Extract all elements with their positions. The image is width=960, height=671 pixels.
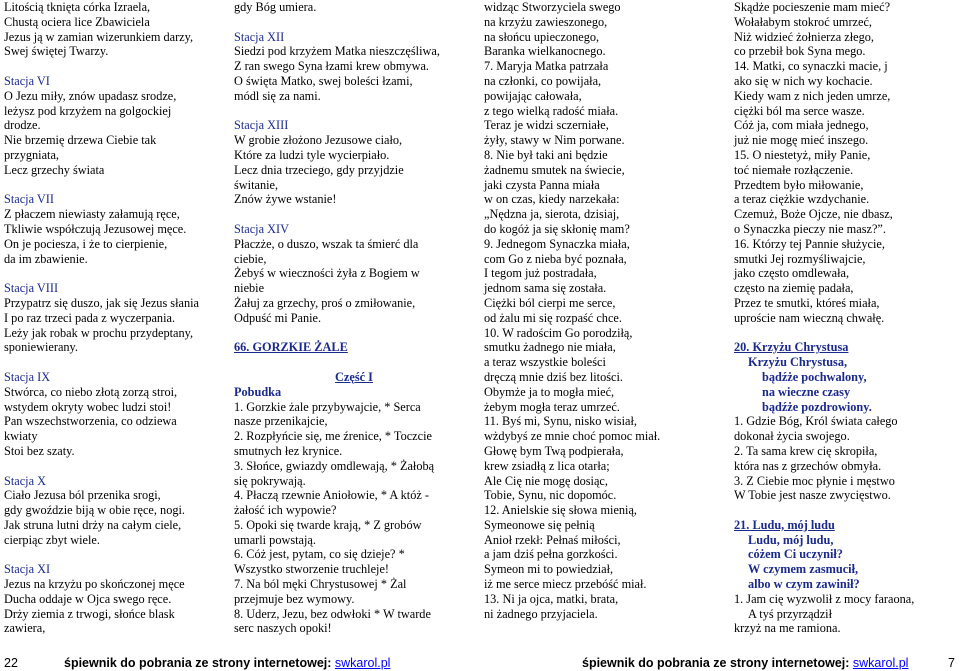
right-footer-text xyxy=(582,656,908,670)
text-line: smutnych łez krynice. xyxy=(234,443,343,458)
text-line: która nas z grzechów obmyła. xyxy=(734,458,882,473)
station-heading: Stacja VII xyxy=(4,192,54,207)
blank-line xyxy=(234,15,474,30)
text-line: krew zsiadłą z lica otarła; xyxy=(484,458,610,473)
text-line: On je pociesza, i że to cierpienie, xyxy=(4,236,168,251)
text-line: a jam dziś pełna gorzkości. xyxy=(484,547,618,562)
text-line: Czemuż, Boże Ojcze, nie dbasz, xyxy=(734,207,893,222)
text-line: sponiewierany. xyxy=(4,340,78,355)
text-line: żałość ich wypowie? xyxy=(234,503,337,518)
text-line: 10. W radościm Go porodziłą, xyxy=(484,325,633,340)
text-line: na członki, co powijała, xyxy=(484,73,602,88)
text-line: O święta Matko, swej boleści łzami, xyxy=(234,73,413,88)
text-line: smutki Jej rozmyśliwajcie, xyxy=(734,251,866,266)
text-line: Leży jak robak w prochu przydeptany, xyxy=(4,325,194,340)
text-line: 1. Gdzie Bóg, Król świata całego xyxy=(734,414,898,429)
blank-line xyxy=(4,178,228,193)
left-page xyxy=(0,0,480,650)
text-line: 12. Anielskie się słowa mienią, xyxy=(484,503,638,518)
text-line: uproście nam wieczną chwałę. xyxy=(734,310,885,325)
text-line: Drży ziemia z trwogi, słońce blask xyxy=(4,606,175,621)
song-title: 66. GORZKIE ŻALE xyxy=(234,340,348,355)
text-line: Ciężki ból cierpi me serce, xyxy=(484,295,616,310)
blank-line xyxy=(4,355,228,370)
text-line: ciebie, xyxy=(234,251,267,266)
blank-line xyxy=(234,207,474,222)
text-line: Wszystko stworzenie truchleje! xyxy=(234,562,390,577)
text-line: przejmuje bez wymowy. xyxy=(234,591,355,606)
right-footer-label: śpiewnik do pobrania ze strony internetowej: xyxy=(582,656,853,670)
text-line: smutku żadnego nie miała, xyxy=(484,340,616,355)
text-line: nasze przenikajcie, xyxy=(234,414,328,429)
blank-line xyxy=(234,326,474,341)
text-line: od żalu mi się rozpaść chce. xyxy=(484,310,622,325)
text-line: Tobie, Synu, nic dopomóc. xyxy=(484,488,617,503)
text-line: Symeonowe się pełnią xyxy=(484,517,595,532)
blank-line xyxy=(4,547,228,562)
text-line: jako często omdlewała, xyxy=(734,266,850,281)
station-heading: Stacja X xyxy=(4,473,47,488)
refrain-line: na wieczne czasy xyxy=(762,384,851,399)
blank-line xyxy=(234,355,474,370)
text-line: Chustą ociera lice Zbawiciela xyxy=(4,14,150,29)
text-line: Niż widzieć żołnierza złego, xyxy=(734,29,874,44)
text-line: Znów żywe wstanie! xyxy=(234,192,337,207)
text-line: 1. Gorzkie żale przybywajcie, * Serca xyxy=(234,399,421,414)
text-line: co przebił bok Syna mego. xyxy=(734,44,866,59)
text-line: do kogóż ja się skłonię mam? xyxy=(484,221,630,236)
text-line: ciężki ból ma serce wasze. xyxy=(734,103,865,118)
text-line: W Tobie jest nasze zwycięstwo. xyxy=(734,488,891,503)
text-line: Jezus ją w zamian wizerunkiem darzy, xyxy=(4,29,194,44)
station-heading: Stacja XI xyxy=(4,562,51,577)
text-line: świtanie, xyxy=(234,177,279,192)
blank-line xyxy=(734,503,958,518)
text-line: toć niemałe rozłączenie. xyxy=(734,162,854,177)
text-line: 16. Którzy tej Pannie służycie, xyxy=(734,236,885,251)
right-column-1 xyxy=(484,0,708,621)
refrain-line: W czymem zasmucił, xyxy=(748,562,859,577)
text-line: powijając całowała, xyxy=(484,88,582,103)
text-line: o Synaczka pieczy nie masz?”. xyxy=(734,221,886,236)
text-line: na krzyżu zawieszonego, xyxy=(484,14,608,29)
blank-line xyxy=(4,266,228,281)
text-line: Baranka wielkanocnego. xyxy=(484,44,606,59)
text-line: a teraz ciężkie wzdychanie. xyxy=(734,192,870,207)
text-line: 1. Jam cię wyzwolił z mocy faraona, xyxy=(734,591,915,606)
text-line: 13. Ni ja ojca, matki, brata, xyxy=(484,591,619,606)
text-line: Żałuj za grzechy, proś o zmiłowanie, xyxy=(234,295,416,310)
text-line: com Go z nieba być poznała, xyxy=(484,251,627,266)
refrain-line: Ludu, mój ludu, xyxy=(748,532,834,547)
text-line: ako się w nich wy kochacie. xyxy=(734,73,873,88)
text-line: żebym mogła teraz umrzeć. xyxy=(484,399,620,414)
right-column-2 xyxy=(734,0,958,636)
text-line: Płaczże, o duszo, wszak ta śmierć dla xyxy=(234,236,419,251)
text-line: jednom sama się została. xyxy=(484,281,607,296)
text-line: Wołałabym stokroć umrzeć, xyxy=(734,14,872,29)
text-line: często na ziemię padała, xyxy=(734,281,854,296)
text-line: Kiedy wam z nich jeden umrze, xyxy=(734,88,891,103)
text-line: O Jezu miły, znów upadasz srodze, xyxy=(4,88,177,103)
blank-line xyxy=(234,104,474,119)
text-line: już nie mogę mieć inszego. xyxy=(734,133,869,148)
section-subheading: Pobudka xyxy=(234,384,282,399)
text-line: Przypatrz się duszo, jak się Jezus słania xyxy=(4,295,199,310)
blank-line xyxy=(734,326,958,341)
left-column-2 xyxy=(234,0,474,636)
text-line: wstydem okryty wobec ludzi stoi! xyxy=(4,399,172,414)
text-line: Głowę bym Twą podpierała, xyxy=(484,443,624,458)
station-heading: Stacja XIV xyxy=(234,221,289,236)
blank-line xyxy=(4,459,228,474)
text-line: W grobie złożono Jezusowe ciało, xyxy=(234,133,403,148)
text-line: I po raz trzeci pada z wyczerpania. xyxy=(4,310,176,325)
text-line: Teraz je widzi sczerniałe, xyxy=(484,118,609,133)
station-heading: Stacja XII xyxy=(234,29,285,44)
text-line: serc naszych opoki! xyxy=(234,621,332,636)
text-line: przygniata, xyxy=(4,147,59,162)
text-line: Z płaczem niewiasty załamują ręce, xyxy=(4,207,180,222)
text-line: 11. Byś mi, Synu, nisko wisiał, xyxy=(484,414,637,429)
text-line: I tegom już postradała, xyxy=(484,266,597,281)
text-line: „Nędzna ja, sierota, dzisiaj, xyxy=(484,207,620,222)
left-footer-text xyxy=(64,656,390,670)
right-page xyxy=(480,0,960,650)
text-line: iż me serce miecz przebóść miał. xyxy=(484,577,647,592)
text-line: módl się za nami. xyxy=(234,88,321,103)
text-line: dokonał życia swojego. xyxy=(734,429,850,444)
footer xyxy=(0,653,960,671)
text-line: żadnemu smutek na świecie, xyxy=(484,162,625,177)
text-line: Ducha oddaje w Ojca swego ręce. xyxy=(4,591,172,606)
text-line: Które za ludzi tyle wycierpiało. xyxy=(234,147,390,162)
text-line: z tego wielką radość miała. xyxy=(484,103,619,118)
text-line: wżdybyś ze mnie choć pomoc miał. xyxy=(484,429,661,444)
text-line: gdy gwoździe biją w obie ręce, nogi. xyxy=(4,503,185,518)
text-line: 3. Słońce, gwiazdy omdlewają, * Żałobą xyxy=(234,458,435,473)
text-line: 8. Nie był taki ani będzie xyxy=(484,147,608,162)
left-footer-label: śpiewnik do pobrania ze strony internetowej: xyxy=(64,656,335,670)
refrain-line: cóżem Ci uczynił? xyxy=(748,547,843,562)
text-line: Żebyś w wieczności żyła z Bogiem w xyxy=(234,266,420,281)
left-footer-link[interactable]: swkarol.pl xyxy=(334,656,391,670)
text-line: Odpuść mi Panie. xyxy=(234,310,322,325)
text-line: Ciało Jezusa ból przenika srogi, xyxy=(4,488,161,503)
text-line: cierpiąc zbyt wiele. xyxy=(4,532,100,547)
text-line: ni żadnego przyjaciela. xyxy=(484,606,598,621)
text-line: Swej świętej Twarzy. xyxy=(4,44,109,59)
text-line: dręczą mnie dziś bez litości. xyxy=(484,369,623,384)
station-heading: Stacja IX xyxy=(4,369,51,384)
text-line: Siedzi pod krzyżem Matka nieszczęśliwa, xyxy=(234,44,440,59)
text-line: Pan wszechstworzenia, co odziewa xyxy=(4,414,177,429)
blank-line xyxy=(4,59,228,74)
refrain-line: bądźże pochwalony, xyxy=(762,369,867,384)
refrain-line: bądźże pozdrowiony. xyxy=(762,399,872,414)
text-line: 7. Maryja Matka patrzała xyxy=(484,59,609,74)
section-heading: Część I xyxy=(335,369,373,384)
text-line: Stwórca, co niebo złotą zorzą stroi, xyxy=(4,384,178,399)
text-line: 15. O niestetyż, miły Panie, xyxy=(734,147,871,162)
text-line: umarli powstają. xyxy=(234,532,316,547)
text-line: 2. Rozpłyńcie się, me źrenice, * Toczcie xyxy=(234,429,432,444)
text-line: kwiaty xyxy=(4,429,38,444)
text-line: Przedtem było miłowanie, xyxy=(734,177,864,192)
text-line: Lecz dnia trzeciego, gdy przyjdzie xyxy=(234,162,404,177)
text-line: Nie brzemię drzewa Ciebie tak xyxy=(4,133,157,148)
text-line: 5. Opoki się twarde krają, * Z grobów xyxy=(234,517,422,532)
station-heading: Stacja XIII xyxy=(234,118,289,133)
text-line: 3. Z Ciebie moc płynie i męstwo xyxy=(734,473,895,488)
text-line: drodze. xyxy=(4,118,41,133)
right-footer-link[interactable]: swkarol.pl xyxy=(852,656,909,670)
text-line: zawiera, xyxy=(4,621,46,636)
left-column-1 xyxy=(4,0,228,636)
text-line: Lecz grzechy świata xyxy=(4,162,105,177)
song-title: 20. Krzyżu Chrystusa xyxy=(734,340,849,355)
text-line: gdy Bóg umiera. xyxy=(234,0,317,14)
text-line: Obymże ja to mogła mieć, xyxy=(484,384,615,399)
left-page-number: 22 xyxy=(4,656,18,670)
station-heading: Stacja VI xyxy=(4,73,50,88)
text-line: w on czas, kiedy narzekała: xyxy=(484,192,620,207)
text-line: widząc Stworzyciela swego xyxy=(484,0,621,14)
station-heading: Stacja VIII xyxy=(4,281,59,296)
text-line: Przez te smutki, któreś miała, xyxy=(734,295,880,310)
text-line: Jezus na krzyżu po skończonej męce xyxy=(4,577,185,592)
text-line: 8. Uderz, Jezu, bez odwłoki * W twarde xyxy=(234,606,431,621)
text-line: jaki czysta Panna miała xyxy=(484,177,600,192)
refrain-line: Krzyżu Chrystusa, xyxy=(748,355,848,370)
text-line: się pokrywają. xyxy=(234,473,306,488)
text-line: Symeon mi to powiedział, xyxy=(484,562,614,577)
text-line: Anioł rzekł: Pełnaś miłości, xyxy=(484,532,621,547)
text-line: 2. Ta sama krew cię skropiła, xyxy=(734,443,878,458)
text-line: Ale Cię nie mogę dosiąc, xyxy=(484,473,608,488)
text-line: Litością tknięta córka Izraela, xyxy=(4,0,151,14)
text-line: Jak struna lutni drży na całym ciele, xyxy=(4,517,182,532)
text-line: 4. Płaczą rzewnie Aniołowie, * A któż - xyxy=(234,488,429,503)
text-line: leżysz pod krzyżem na golgockiej xyxy=(4,103,172,118)
text-line: 9. Jednegom Synaczka miała, xyxy=(484,236,630,251)
song-title: 21. Ludu, mój ludu xyxy=(734,517,835,532)
text-line: A tyś przyrządził xyxy=(748,606,833,621)
text-line: Z ran swego Syna łzami krew obmywa. xyxy=(234,59,429,74)
refrain-line: albo w czym zawinił? xyxy=(748,577,860,592)
text-line: 7. Na ból męki Chrystusowej * Żal xyxy=(234,577,407,592)
text-line: Cóż ja, com miała jednego, xyxy=(734,118,869,133)
text-line: żyły, stawy w Nim porwane. xyxy=(484,133,625,148)
text-line: krzyż na me ramiona. xyxy=(734,621,841,636)
text-line: na słońcu upieczonego, xyxy=(484,29,600,44)
text-line: a teraz wszystkie boleści xyxy=(484,355,606,370)
text-line: Tkliwie współczują Jezusowej męce. xyxy=(4,221,187,236)
right-page-number: 7 xyxy=(948,656,955,670)
text-line: Skądże pocieszenie mam mieć? xyxy=(734,0,891,14)
text-line: Stoi bez szaty. xyxy=(4,443,75,458)
text-line: 14. Matki, co synaczki macie, j xyxy=(734,59,888,74)
text-line: 6. Cóż jest, pytam, co się dzieje? * xyxy=(234,547,405,562)
text-line: niebie xyxy=(234,281,265,296)
text-line: da im zbawienie. xyxy=(4,251,88,266)
